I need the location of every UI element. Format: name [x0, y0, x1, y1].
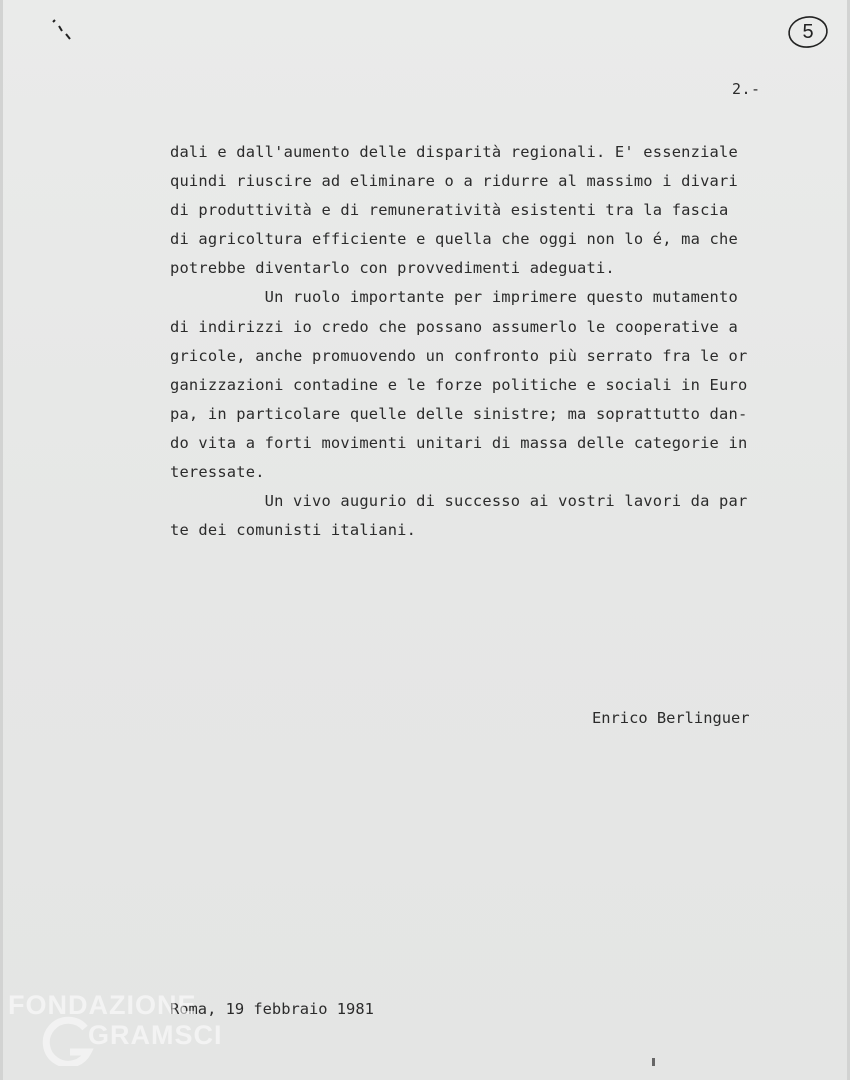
body-line: teressate.: [170, 463, 265, 482]
body-line: Un ruolo importante per imprimere questo mutamento: [170, 288, 738, 307]
body-line: dali e dall'aumento delle disparità regionali. E' essenziale: [170, 143, 738, 161]
body-line: do vita a forti movimenti unitari di massa delle categorie in: [170, 433, 748, 452]
ink-speck: [652, 1058, 655, 1066]
watermark-line-2: GRAMSCI: [88, 1020, 223, 1050]
body-line: Un vivo augurio di successo ai vostri lavori da par: [170, 492, 748, 511]
page-number: 2.-: [732, 80, 761, 98]
letter-body: [170, 138, 770, 545]
signature-name: Enrico Berlinguer: [592, 709, 750, 727]
body-line: te dei comunisti italiani.: [170, 521, 417, 540]
foundation-watermark: [8, 990, 238, 1070]
body-line: di produttività e di remuneratività esistenti tra la fascia: [170, 201, 729, 220]
body-line: ganizzazioni contadine e le forze politiche e sociali in Euro: [170, 375, 748, 394]
page-edge-left: [0, 0, 3, 1080]
watermark-line-1: FONDAZIONE: [8, 990, 197, 1020]
body-line: gricole, anche promuovendo un confronto più serrato fra le or: [170, 346, 748, 365]
body-line: di agricoltura efficiente e quella che oggi non lo é, ma che: [170, 230, 738, 249]
page-stamp: [786, 14, 830, 50]
pen-mark-icon: [50, 18, 80, 48]
body-line: di indirizzi io credo che possano assumerlo le cooperative a: [170, 317, 738, 336]
dateline: Roma, 19 febbraio 1981: [170, 1000, 374, 1018]
watermark-logo-icon: [30, 1016, 100, 1066]
body-line: potrebbe diventarlo con provvedimenti adeguati.: [170, 259, 615, 278]
page-stamp-number: 5: [802, 21, 814, 43]
body-line: pa, in particolare quelle delle sinistre; ma soprattutto dan-: [170, 404, 748, 423]
body-line: quindi riuscire ad eliminare o a ridurre al massimo i divari: [170, 172, 738, 191]
